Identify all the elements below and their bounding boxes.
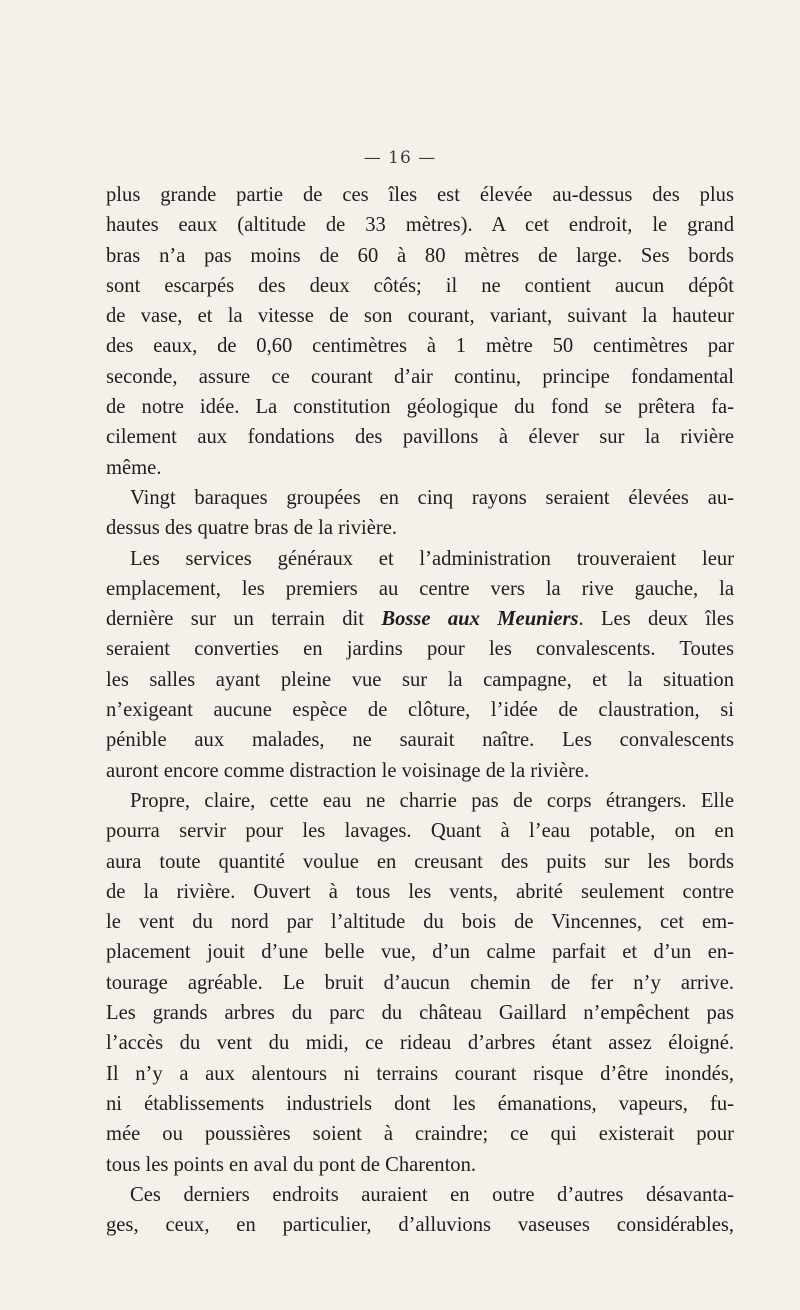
text-line: aura toute quantité voulue en creusant des puits sur les bords (106, 850, 734, 873)
text-line: seraient converties en jardins pour les convalescents. Toutes (106, 638, 734, 661)
text-line: ges, ceux, en particulier, d’alluvions vaseuses considérables, (106, 1214, 734, 1237)
text-line: Ces derniers endroits auraient en outre d’autres désavanta- (130, 1183, 734, 1206)
text-line: de vase, et la vitesse de son courant, variant, suivant la hauteur (106, 305, 734, 328)
text-line: hautes eaux (altitude de 33 mètres). A cet endroit, le grand (106, 214, 734, 237)
text-line: l’accès du vent du midi, ce rideau d’arbres étant assez éloigné. (106, 1032, 734, 1055)
text-line: des eaux, de 0,60 centimètres à 1 mètre 50 centimètres par (106, 335, 734, 358)
paragraph-4 (106, 786, 734, 1180)
text-line: emplacement, les premiers au centre vers la rive gauche, la (106, 577, 734, 600)
text-line: pénible aux malades, ne saurait naître. Les convalescents (106, 729, 734, 752)
place-name-italic: Bosse aux Meuniers (381, 608, 579, 631)
body-text (106, 180, 734, 1240)
text-line: n’exigeant aucune espèce de clôture, l’idée de claustration, si (106, 699, 734, 722)
text-line: dessus des quatre bras de la rivière. (106, 517, 398, 540)
text-line: de la rivière. Ouvert à tous les vents, abrité seulement contre (106, 880, 734, 903)
text-line: ni établissements industriels dont les émanations, vapeurs, fu- (106, 1092, 734, 1115)
text-line: mée ou poussières soient à craindre; ce qui existerait pour (106, 1123, 734, 1146)
text-line: de notre idée. La constitution géologique du fond se prêtera fa- (106, 396, 734, 419)
paragraph-2 (106, 483, 734, 544)
text-fragment: . Les deux îles (578, 608, 734, 631)
text-line: les salles ayant pleine vue sur la campagne, et la situation (106, 668, 734, 691)
text-line: bras n’a pas moins de 60 à 80 mètres de large. Ses bords (106, 244, 734, 267)
text-line: le vent du nord par l’altitude du bois de Vincennes, cet em- (106, 911, 734, 934)
page-number: — 16 — (363, 148, 437, 168)
text-fragment: dernière sur un terrain dit (106, 608, 382, 631)
text-line: même. (106, 456, 162, 479)
paragraph-3 (106, 544, 734, 786)
paragraph-5 (106, 1180, 734, 1241)
text-line: Propre, claire, cette eau ne charrie pas de corps étrangers. Elle (130, 789, 734, 812)
text-line: plus grande partie de ces îles est élevée au-dessus des plus (106, 184, 734, 206)
text-line: pourra servir pour les lavages. Quant à l’eau potable, on en (106, 820, 734, 843)
text-line: Les services généraux et l’administration trouveraient leur (130, 547, 734, 570)
paragraph-1 (106, 180, 734, 483)
text-line: Les grands arbres du parc du château Gaillard n’empêchent pas (106, 1002, 734, 1025)
text-line: tous les points en aval du pont de Charenton. (106, 1153, 477, 1176)
text-line-with-italic (106, 604, 734, 634)
text-line: tourage agréable. Le bruit d’aucun chemin de fer n’y arrive. (106, 971, 734, 994)
text-line: placement jouit d’une belle vue, d’un calme parfait et d’un en- (106, 941, 734, 964)
text-line: seconde, assure ce courant d’air continu, principe fondamental (106, 365, 734, 388)
text-line: Vingt baraques groupées en cinq rayons seraient élevées au- (130, 486, 734, 509)
text-line: auront encore comme distraction le voisinage de la rivière. (106, 759, 590, 782)
text-line: sont escarpés des deux côtés; il ne contient aucun dépôt (106, 274, 734, 297)
text-line: cilement aux fondations des pavillons à élever sur la rivière (106, 426, 734, 449)
text-line: Il n’y a aux alentours ni terrains courant risque d’être inondés, (106, 1062, 734, 1085)
